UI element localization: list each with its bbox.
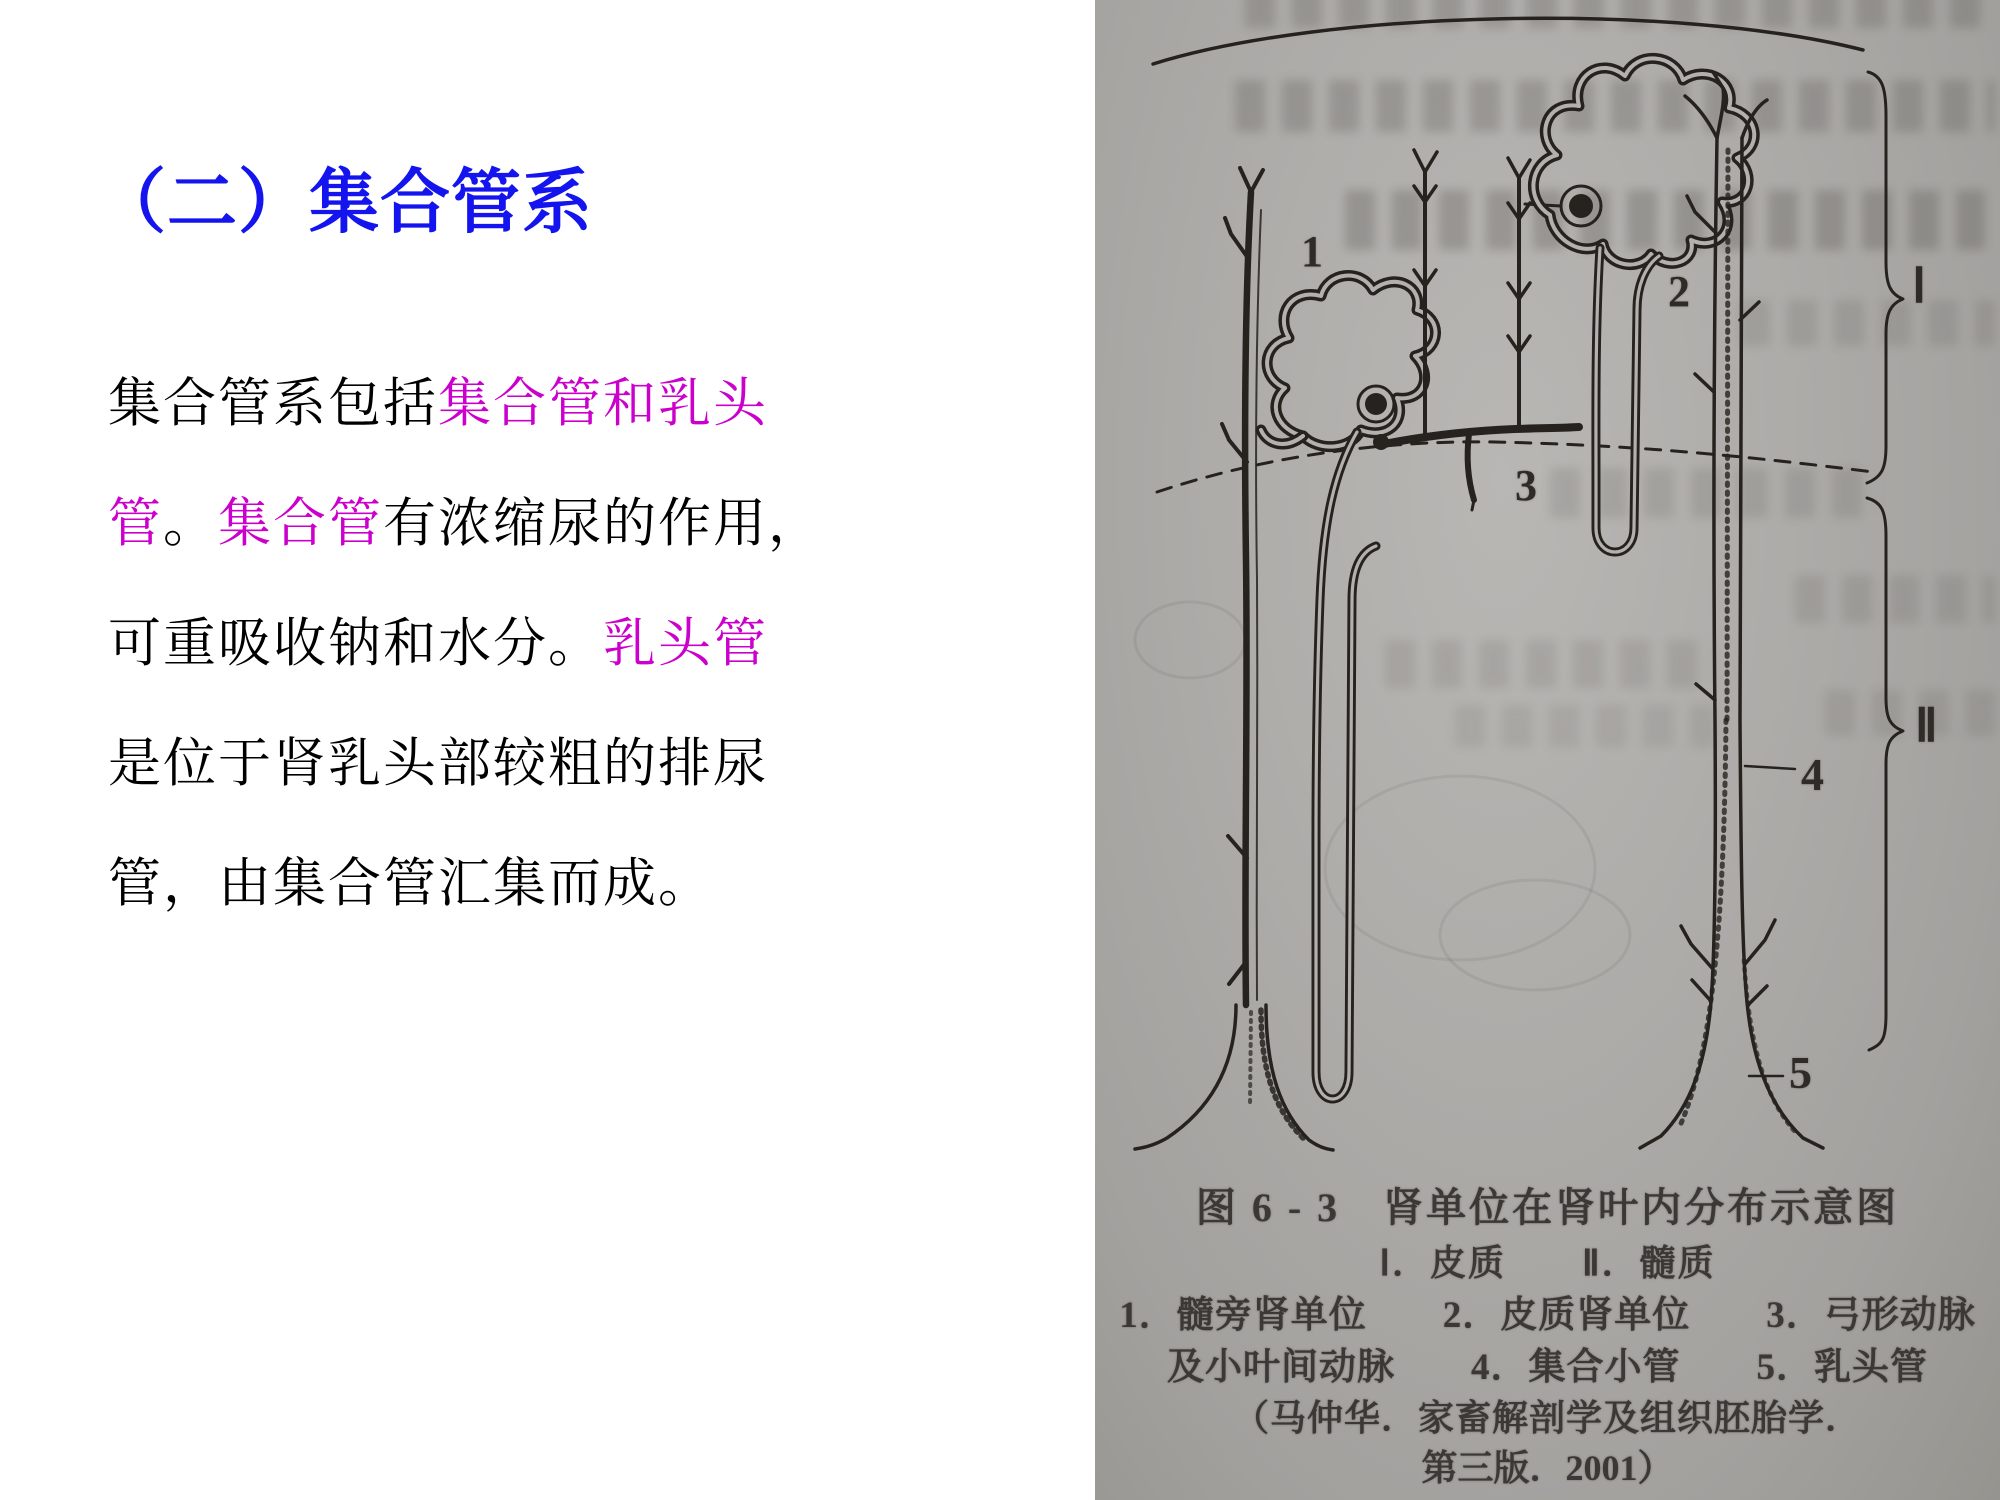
kidney-capsule-arc bbox=[1153, 18, 1863, 64]
caption-line: 图 6 - 3 肾单位在肾叶内分布示意图 bbox=[1195, 1185, 1900, 1230]
caption-line: （马仲华．家畜解剖学及组织胚胎学． bbox=[1232, 1398, 1862, 1438]
label-region-cortex: Ⅰ bbox=[1912, 260, 1927, 313]
leader-line-4 bbox=[1745, 766, 1795, 769]
medulla-bracket bbox=[1867, 498, 1903, 1050]
body-segment: 管，由集合管汇集而成。 bbox=[108, 854, 713, 913]
body-segment: 有浓缩尿的作用， bbox=[383, 494, 823, 553]
caption-line: 1．髓旁肾单位 2．皮质肾单位 3．弓形动脉 bbox=[1119, 1295, 1976, 1336]
body-line bbox=[108, 704, 823, 824]
highlighted-term: 集合管和乳头 bbox=[438, 374, 768, 433]
label-nephron-1: 1 bbox=[1301, 227, 1323, 276]
body-segment: 是位于肾乳头部较粗的排尿 bbox=[108, 734, 768, 793]
papillary-duct-left bbox=[1135, 1005, 1333, 1150]
figure-caption bbox=[1095, 1180, 2000, 1493]
label-arcuate-artery-3: 3 bbox=[1515, 461, 1537, 510]
body-line bbox=[108, 824, 823, 944]
label-papillary-duct-5: 5 bbox=[1789, 1047, 1812, 1098]
body-segment: 集合管系包括 bbox=[108, 374, 438, 433]
label-nephron-2: 2 bbox=[1668, 267, 1690, 316]
body-line bbox=[108, 344, 823, 464]
body-segment: 可重吸收钠和水分。 bbox=[108, 614, 603, 673]
textbook-photo bbox=[1095, 0, 2000, 1500]
arcuate-artery bbox=[1373, 427, 1579, 510]
slide-title: （二）集合管系 bbox=[96, 163, 593, 241]
label-region-medulla: Ⅱ bbox=[1915, 700, 1938, 751]
label-collecting-duct-4: 4 bbox=[1801, 749, 1824, 800]
henle-loop-short bbox=[1596, 248, 1659, 552]
highlighted-term: 集合管 bbox=[218, 494, 383, 553]
interlobular-vessel bbox=[1222, 168, 1263, 1005]
caption-line: 第三版．2001） bbox=[1421, 1448, 1674, 1488]
glomerulus-1 bbox=[1365, 393, 1387, 415]
caption-line: Ⅰ．皮质 Ⅱ．髓质 bbox=[1379, 1243, 1716, 1283]
body-segment: 。 bbox=[163, 494, 218, 553]
collecting-duct bbox=[1640, 72, 1823, 1148]
highlighted-term: 管 bbox=[108, 494, 163, 553]
body-text bbox=[108, 344, 823, 944]
cortex-bracket bbox=[1867, 72, 1903, 483]
highlighted-term: 乳头管 bbox=[603, 614, 768, 673]
caption-line: 及小叶间动脉 4．集合小管 5．乳头管 bbox=[1167, 1347, 1928, 1388]
ghost-ovals bbox=[1135, 602, 1630, 990]
henle-loop-long bbox=[1316, 432, 1376, 1099]
glomerulus-2 bbox=[1569, 194, 1593, 218]
body-line bbox=[108, 584, 823, 704]
juxtamedullary-nephron bbox=[1261, 276, 1436, 447]
cortical-nephron bbox=[1533, 58, 1754, 264]
body-line bbox=[108, 464, 823, 584]
